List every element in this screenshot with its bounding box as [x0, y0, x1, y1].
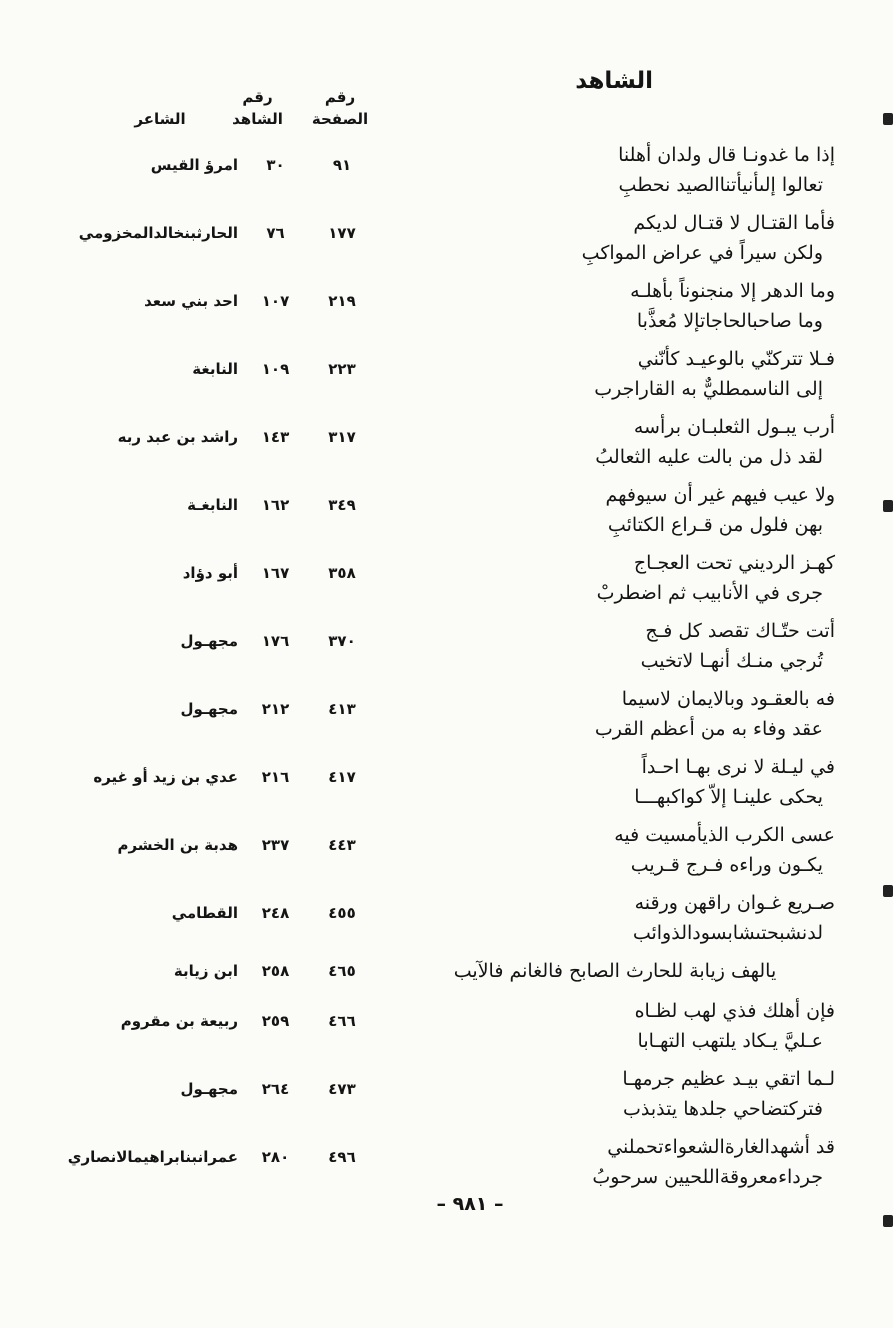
verse-line-2: فتركتضاحي جلدها يتذبذب	[623, 1098, 823, 1120]
page-number-cell: ٣٧٠	[328, 632, 356, 650]
verse-line-1: كهـز الرديني تحت العجـاج	[633, 552, 835, 574]
header-poet: الشاعر	[134, 110, 186, 128]
verse-line-1: لـما اتقي بيـد عظيم جرمهـا	[622, 1068, 835, 1090]
table-row	[0, 344, 893, 406]
verse-line-1: صـريع غـوان راقهن ورقنه	[634, 892, 835, 914]
verse-number-cell: ٢٥٩	[261, 1012, 290, 1030]
verse-line-2: بهن فلول من قـراع الكتائبِ	[607, 514, 823, 536]
page-number-cell: ٤١٧	[328, 768, 356, 786]
verse-line-1: فـلا تتركنّي بالوعيـد كأنّني	[637, 348, 835, 370]
verse-line-2: جرداءمعروقةاللحيين سرحوبُ	[592, 1166, 823, 1188]
verse-line-2: عـليَّ يـكاد يلتهب التهـابا	[637, 1030, 823, 1052]
header-verse-number: رقم الشاهد	[232, 88, 283, 128]
verse-line-1: أتت حتّـاك تقصد كل فـج	[645, 620, 835, 642]
verse-number-cell: ١٤٣	[261, 428, 290, 446]
poet-cell: هدبة بن الخشرم	[117, 836, 238, 854]
verse-line-2: لقد ذل من بالت عليه الثعالبُ	[595, 446, 823, 468]
verse-line-1: فإن أهلك فذي لهب لظـاه	[634, 1000, 835, 1022]
table-row	[0, 140, 893, 202]
table-row	[0, 548, 893, 610]
verse-line-2: جرى في الأنابيب ثم اضطربْ	[596, 582, 823, 604]
verse-line-2: عقد وفاء به من أعظم القرب	[594, 718, 823, 740]
section-title: الشاهد	[575, 68, 653, 94]
poet-cell: أبو دؤاد	[182, 564, 238, 582]
poet-cell: عدي بن زيد أو غيره	[93, 768, 238, 786]
page-number-cell: ١٧٧	[328, 224, 356, 242]
page-number-cell: ٩١	[332, 156, 352, 174]
table-row	[0, 412, 893, 474]
table-row	[0, 480, 893, 542]
table-row	[0, 820, 893, 882]
poet-cell: مجهـول	[180, 1080, 238, 1098]
scan-edge-mark	[883, 1215, 893, 1227]
page-number-cell: ٣١٧	[328, 428, 356, 446]
verse-number-cell: ٣٠	[266, 156, 285, 174]
table-row	[0, 1132, 893, 1194]
verse-line-1: إذا ما غدونـا قال ولدان أهلنا	[618, 144, 835, 166]
table-row	[0, 752, 893, 814]
page-number-cell: ٤٩٦	[328, 1148, 356, 1166]
scan-edge-mark	[883, 113, 893, 125]
page-number-cell: ٤٤٣	[328, 836, 356, 854]
verse-number-cell: ١٧٦	[261, 632, 290, 650]
page-number-cell: ٢١٩	[328, 292, 356, 310]
page-number-cell: ٣٤٩	[328, 496, 356, 514]
page-number-cell: ٤٦٥	[328, 962, 356, 980]
verse-number-cell: ١٠٩	[261, 360, 290, 378]
page-number-cell: ٣٥٨	[328, 564, 356, 582]
poet-cell: القطامي	[171, 904, 238, 922]
verse-line-1: أرب يبـول الثعلبـان برأسه	[633, 416, 835, 438]
table-row	[0, 276, 893, 338]
verse-line-1: فأما القتـال لا قتـال لديكم	[633, 212, 835, 234]
page-number-cell: ٤١٣	[328, 700, 356, 718]
poet-cell: عمرانبنابراهيمالانصاري	[67, 1148, 238, 1166]
verse-number-cell: ٢٣٧	[261, 836, 290, 854]
table-row	[0, 996, 893, 1058]
scan-edge-mark	[883, 885, 893, 897]
poet-cell: راشد بن عبد ربه	[117, 428, 238, 446]
verse-line-2: يكـون وراءه فـرج قـريب	[630, 854, 823, 876]
verse-line-1: قد أشهدالغارةالشعواءتحملني	[607, 1136, 835, 1158]
table-row	[0, 208, 893, 270]
table-row	[0, 888, 893, 950]
verse-number-cell: ٢٥٨	[261, 962, 290, 980]
verse-line-2: تُرجي منـك أنهـا لاتخيب	[640, 650, 823, 672]
verse-number-cell: ٢٤٨	[261, 904, 290, 922]
verse-line-1: عسى الكرب الذيأمسيت فيه	[614, 824, 835, 846]
page-number-cell: ٤٦٦	[328, 1012, 356, 1030]
page-number: – ٩٨١ –	[436, 1193, 504, 1215]
page-number-cell: ٢٢٣	[328, 360, 356, 378]
verse-line-2: إلى الناسمطليٌّ به القاراجرب	[594, 378, 823, 400]
verse-number-cell: ٢٦٤	[261, 1080, 290, 1098]
scan-edge-mark	[883, 500, 893, 512]
verse-number-cell: ١٦٢	[261, 496, 290, 514]
poet-cell: النابغة	[192, 360, 238, 378]
verse-number-cell: ١٦٧	[261, 564, 290, 582]
page-number-cell: ٤٥٥	[328, 904, 356, 922]
verse-number-cell: ٢١٦	[261, 768, 290, 786]
verse-line-1: يالهف زيابة للحارث الصابح فالغانم فالآيب	[453, 960, 777, 982]
verse-number-cell: ٧٦	[266, 224, 285, 242]
poet-cell: ربيعة بن مقروم	[120, 1012, 238, 1030]
verse-line-1: في ليـلة لا نرى بهـا احـداً	[641, 756, 835, 778]
verse-line-2: وما صاحبالحاجاتإلا مُعذَّبا	[636, 310, 823, 332]
verse-number-cell: ٢١٢	[261, 700, 290, 718]
poet-cell: النابغـة	[187, 496, 238, 514]
poet-cell: مجهـول	[180, 632, 238, 650]
page-number-cell: ٤٧٣	[328, 1080, 356, 1098]
table-row	[0, 616, 893, 678]
verse-line-2: لدنشبحتىشابسودالذوائب	[632, 922, 823, 944]
verse-line-1: وما الدهر إلا منجنوناً بأهلـه	[630, 280, 835, 302]
poet-cell: مجهـول	[180, 700, 238, 718]
table-row	[0, 1064, 893, 1126]
verse-number-cell: ١٠٧	[261, 292, 290, 310]
verse-line-2: يحكى علينـا إلاّ كواكبهـــا	[634, 786, 823, 808]
verse-line-2: ولكن سيراً في عراض المواكبِ	[581, 242, 823, 264]
verse-line-2: تعالوا إلىأنيأتناالصيد نحطبِ	[618, 174, 823, 196]
poet-cell: الحارثبنخالدالمخزومي	[78, 224, 238, 242]
poet-cell: احد بني سعد	[144, 292, 238, 310]
verse-line-1: ولا عيب فيهم غير أن سيوفهم	[605, 484, 835, 506]
table-row	[0, 684, 893, 746]
header-page-number: رقم الصفحة	[311, 88, 369, 128]
verse-number-cell: ٢٨٠	[261, 1148, 290, 1166]
poet-cell: امرؤ القيس	[150, 156, 238, 174]
verse-line-1: فه بالعقـود وبالايمان لاسيما	[621, 688, 835, 710]
poet-cell: ابن زيابة	[173, 962, 238, 980]
